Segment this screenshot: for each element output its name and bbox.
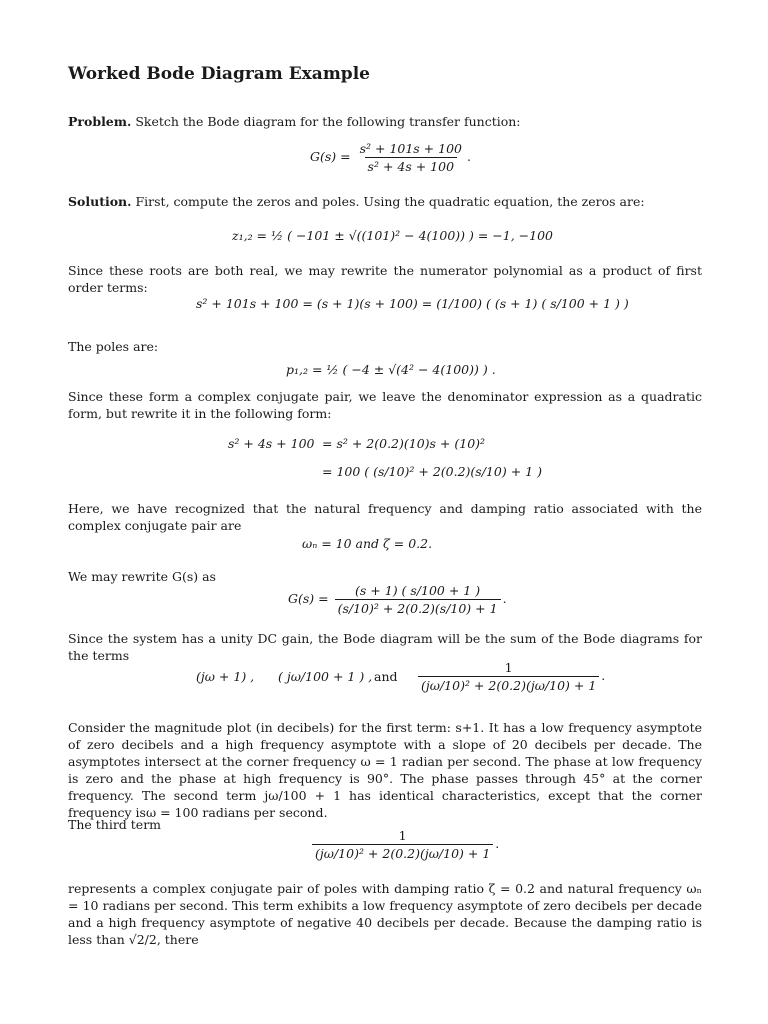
rewrite-paragraph: We may rewrite G(s) as xyxy=(68,569,216,584)
third-term-denominator: (jω/10)² + 2(0.2)(jω/10) + 1 xyxy=(312,844,493,862)
g-rewrite-equation: G(s) = $\frac{(s + 1) ( s/100 + 1 )}{\text{(s/10)² + 2(0.2)(s/10) + 1}}$ . xyxy=(288,583,507,616)
terms-and: and xyxy=(374,669,398,684)
term-3: $\frac{1}{\text{(jω/10)² + 2(0.2)(jω/10) + 1}}$ . xyxy=(416,659,605,694)
eq1-denominator: s² + 4s + 100 xyxy=(365,157,458,175)
poles-paragraph: The poles are: xyxy=(68,339,159,354)
term-1: (jω + 1) , xyxy=(196,669,255,684)
zeros-equation: z₁,₂ = ½ ( −101 ± √((101)² − 4(100)) ) = −1, −100 xyxy=(232,228,553,243)
problem-paragraph xyxy=(68,113,702,130)
natural-frequency-paragraph: Here, we have recognized that the natural frequency and damping ratio associated with the complex conjugate pair are xyxy=(68,501,702,533)
transfer-function-equation: G(s) = $\frac{\text{s² + 101s + 100}}{\text{s² + 4s + 100}}$ . xyxy=(310,141,471,174)
poles-equation: p₁,₂ = ½ ( −4 ± √(4² − 4(100)) ) . xyxy=(286,362,496,377)
third-term-equation: $\frac{1}{\text{(jω/10)² + 2(0.2)(jω/10) + 1}}$ . xyxy=(310,827,499,862)
solution-paragraph xyxy=(68,193,702,210)
g-numerator: (s + 1) ( s/100 + 1 ) xyxy=(355,583,481,598)
complex-pair-paragraph: Since these form a complex conjugate pair, we leave the denominator expression as a quadratic form, but rewrite it in the following form: xyxy=(68,389,702,421)
g-lhs: G(s) = xyxy=(288,591,329,606)
real-roots-paragraph: Since these roots are both real, we may rewrite the numerator polynomial as a product of first order terms: xyxy=(68,263,702,295)
first-term-paragraph: Consider the magnitude plot (in decibels) for the first term: s+1. It has a low frequency asymptote of zero decibels and a high frequency asymptote with a slope of 20 decibels per decade. The asymptotes intersect at the corner frequency ω = 1 radian per second. The phase at low frequency is zero and the phase at high frequency is 90°. The phase passes through 45° at the corner frequency. The second term jω/100 + 1 has identical characteristics, except that the corner frequency isω = 100 radians per second. xyxy=(68,720,702,820)
page-title: Worked Bode Diagram Example xyxy=(68,64,370,84)
numerator-factor-equation: s² + 101s + 100 = (s + 1)(s + 100) = (1/100) ( (s + 1) ( s/100 + 1 ) ) xyxy=(196,296,629,311)
denominator-rhs-line2: = 100 ( (s/10)² + 2(0.2)(s/10) + 1 ) xyxy=(322,464,542,479)
denominator-lhs: s² + 4s + 100 xyxy=(228,436,315,451)
term-3-numerator: 1 xyxy=(504,660,513,675)
problem-label: Problem. xyxy=(68,114,132,129)
denominator-rhs-line1: = s² + 2(0.2)(10)s + (10)² xyxy=(322,436,486,451)
term-2: ( jω/100 + 1 ) , xyxy=(278,669,373,684)
eq1-numerator: s² + 101s + 100 xyxy=(359,141,462,156)
solution-label: Solution. xyxy=(68,194,132,209)
g-denominator: (s/10)² + 2(0.2)(s/10) + 1 xyxy=(335,599,501,617)
solution-text: First, compute the zeros and poles. Using the quadratic equation, the zeros are: xyxy=(135,194,645,209)
natural-frequency-equation: ωₙ = 10 and ζ = 0.2. xyxy=(302,536,433,551)
term-3-denominator: (jω/10)² + 2(0.2)(jω/10) + 1 xyxy=(418,676,599,694)
third-term-numerator: 1 xyxy=(398,828,407,843)
eq1-lhs: G(s) = xyxy=(310,149,351,164)
complex-poles-paragraph: represents a complex conjugate pair of poles with damping ratio ζ = 0.2 and natural frequency ωₙ = 10 radians per second. This term exhibits a low frequency asymptote of zero decibels per decade and a high frequency asymptote of negative 40 decibels per decade. Because the damping ratio is less than √2/2, there xyxy=(68,881,702,947)
problem-text: Sketch the Bode diagram for the following transfer function: xyxy=(135,114,521,129)
third-term-label: The third term xyxy=(68,817,162,832)
unity-gain-paragraph: Since the system has a unity DC gain, the Bode diagram will be the sum of the Bode diagrams for the terms xyxy=(68,631,702,663)
